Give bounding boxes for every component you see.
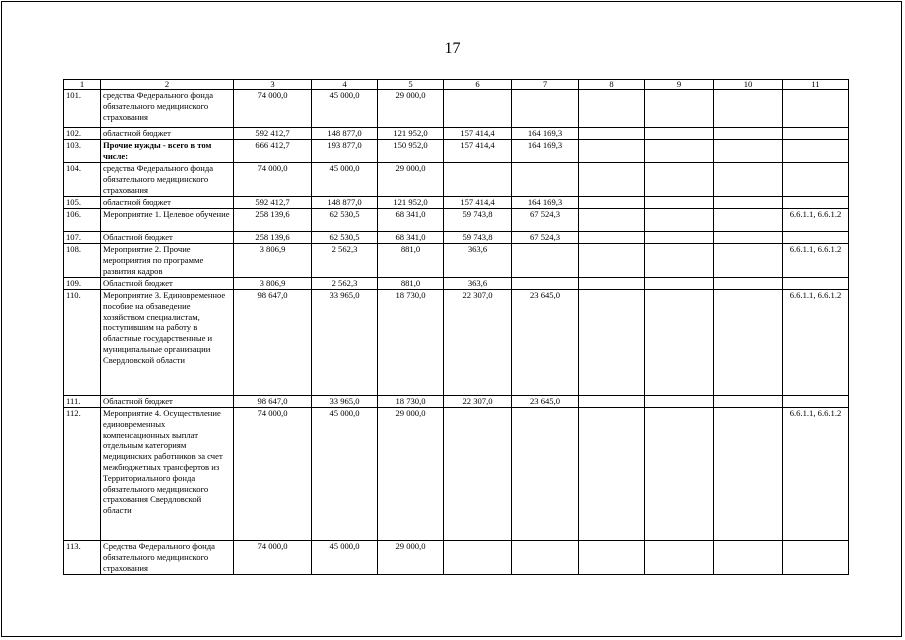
amount-cell (579, 541, 645, 575)
table-row (64, 90, 849, 128)
row-number-cell: 106. (64, 209, 101, 232)
amount-cell: 3 806,9 (234, 244, 312, 278)
row-number-cell: 105. (64, 197, 101, 209)
amount-cell (512, 163, 579, 197)
row-name-cell: средства Федерального фонда обязательного медицинского страхования (101, 90, 234, 128)
amount-cell: 59 743,8 (444, 209, 512, 232)
amount-cell: 18 730,0 (378, 290, 444, 396)
amount-cell (444, 541, 512, 575)
amount-cell (579, 408, 645, 541)
amount-cell: 74 000,0 (234, 90, 312, 128)
amount-cell (714, 163, 783, 197)
amount-cell: 148 877,0 (312, 197, 378, 209)
amount-cell (579, 197, 645, 209)
amount-cell (714, 278, 783, 290)
amount-cell: 98 647,0 (234, 290, 312, 396)
amount-cell: 62 530,5 (312, 209, 378, 232)
row-number-cell: 109. (64, 278, 101, 290)
amount-cell (579, 290, 645, 396)
amount-cell: 45 000,0 (312, 163, 378, 197)
amount-cell (645, 278, 714, 290)
amount-cell: 150 952,0 (378, 140, 444, 163)
table-row (64, 408, 849, 541)
row-name-cell: Мероприятие 2. Прочие мероприятия по программе развития кадров (101, 244, 234, 278)
amount-cell (714, 408, 783, 541)
row-number-cell: 107. (64, 232, 101, 244)
column-header: 7 (512, 80, 579, 90)
row-number-cell: 101. (64, 90, 101, 128)
amount-cell: 157 414,4 (444, 197, 512, 209)
amount-cell (714, 90, 783, 128)
amount-cell: 592 412,7 (234, 128, 312, 140)
amount-cell (714, 541, 783, 575)
row-name-cell: Областной бюджет (101, 232, 234, 244)
target-reference-cell: 6.6.1.1, 6.6.1.2 (783, 209, 849, 232)
amount-cell (645, 197, 714, 209)
amount-cell: 74 000,0 (234, 163, 312, 197)
amount-cell: 68 341,0 (378, 209, 444, 232)
row-name-cell: Областной бюджет (101, 396, 234, 408)
table-header-row (64, 80, 849, 90)
amount-cell: 363,6 (444, 244, 512, 278)
amount-cell: 164 169,3 (512, 197, 579, 209)
row-name-cell: Областной бюджет (101, 278, 234, 290)
column-header: 9 (645, 80, 714, 90)
target-reference-cell: 6.6.1.1, 6.6.1.2 (783, 244, 849, 278)
target-reference-cell: 6.6.1.1, 6.6.1.2 (783, 290, 849, 396)
table-row (64, 290, 849, 396)
amount-cell: 592 412,7 (234, 197, 312, 209)
table-row (64, 140, 849, 163)
amount-cell (579, 209, 645, 232)
amount-cell: 33 965,0 (312, 396, 378, 408)
budget-table (63, 79, 849, 575)
amount-cell: 74 000,0 (234, 408, 312, 541)
amount-cell: 2 562,3 (312, 278, 378, 290)
amount-cell (645, 232, 714, 244)
target-reference-cell (783, 541, 849, 575)
amount-cell: 98 647,0 (234, 396, 312, 408)
row-number-cell: 103. (64, 140, 101, 163)
amount-cell (645, 244, 714, 278)
column-header: 1 (64, 80, 101, 90)
column-header: 5 (378, 80, 444, 90)
amount-cell (579, 278, 645, 290)
table-row (64, 396, 849, 408)
amount-cell (579, 128, 645, 140)
amount-cell (444, 408, 512, 541)
amount-cell (714, 128, 783, 140)
column-header: 6 (444, 80, 512, 90)
row-name-cell: Мероприятие 4. Осуществление единовременных компенсационных выплат отдельным категориям медицинских работников за счет межбюджетных трансфертов из Территориального фонда обязательного медицинского страхования Свердловской области (101, 408, 234, 541)
amount-cell: 62 530,5 (312, 232, 378, 244)
amount-cell: 193 877,0 (312, 140, 378, 163)
target-reference-cell (783, 197, 849, 209)
amount-cell (645, 90, 714, 128)
page-number: 17 (444, 40, 461, 57)
row-name-cell: Средства Федерального фонда обязательного медицинского страхования (101, 541, 234, 575)
amount-cell (444, 90, 512, 128)
amount-cell: 881,0 (378, 278, 444, 290)
amount-cell: 666 412,7 (234, 140, 312, 163)
amount-cell (444, 163, 512, 197)
amount-cell: 121 952,0 (378, 128, 444, 140)
row-name-cell: областной бюджет (101, 128, 234, 140)
amount-cell: 67 524,3 (512, 209, 579, 232)
amount-cell: 3 806,9 (234, 278, 312, 290)
column-header: 3 (234, 80, 312, 90)
table-row (64, 128, 849, 140)
table-row (64, 278, 849, 290)
table-row (64, 163, 849, 197)
row-number-cell: 104. (64, 163, 101, 197)
amount-cell (579, 232, 645, 244)
amount-cell (714, 232, 783, 244)
amount-cell: 2 562,3 (312, 244, 378, 278)
column-header: 11 (783, 80, 849, 90)
target-reference-cell (783, 163, 849, 197)
amount-cell: 59 743,8 (444, 232, 512, 244)
amount-cell (714, 140, 783, 163)
amount-cell: 68 341,0 (378, 232, 444, 244)
amount-cell: 258 139,6 (234, 209, 312, 232)
amount-cell (579, 396, 645, 408)
row-number-cell: 111. (64, 396, 101, 408)
amount-cell: 22 307,0 (444, 396, 512, 408)
target-reference-cell (783, 140, 849, 163)
table-row (64, 541, 849, 575)
amount-cell (512, 541, 579, 575)
amount-cell: 363,6 (444, 278, 512, 290)
table-row (64, 197, 849, 209)
table-row (64, 209, 849, 232)
amount-cell (579, 244, 645, 278)
row-number-cell: 112. (64, 408, 101, 541)
amount-cell: 45 000,0 (312, 541, 378, 575)
target-reference-cell (783, 90, 849, 128)
row-number-cell: 102. (64, 128, 101, 140)
amount-cell (512, 278, 579, 290)
row-number-cell: 108. (64, 244, 101, 278)
amount-cell (714, 244, 783, 278)
target-reference-cell: 6.6.1.1, 6.6.1.2 (783, 408, 849, 541)
amount-cell (645, 140, 714, 163)
amount-cell: 18 730,0 (378, 396, 444, 408)
amount-cell (645, 163, 714, 197)
amount-cell (645, 408, 714, 541)
row-name-cell: средства Федерального фонда обязательного медицинского страхования (101, 163, 234, 197)
column-header: 4 (312, 80, 378, 90)
amount-cell (645, 128, 714, 140)
column-header: 2 (101, 80, 234, 90)
amount-cell: 22 307,0 (444, 290, 512, 396)
row-number-cell: 110. (64, 290, 101, 396)
table-row (64, 232, 849, 244)
amount-cell (714, 290, 783, 396)
column-header: 10 (714, 80, 783, 90)
amount-cell: 881,0 (378, 244, 444, 278)
amount-cell: 157 414,4 (444, 128, 512, 140)
amount-cell (645, 209, 714, 232)
amount-cell (645, 396, 714, 408)
amount-cell: 23 645,0 (512, 396, 579, 408)
amount-cell: 258 139,6 (234, 232, 312, 244)
amount-cell (645, 290, 714, 396)
amount-cell: 29 000,0 (378, 408, 444, 541)
row-name-cell: Мероприятие 1. Целевое обучение (101, 209, 234, 232)
column-header: 8 (579, 80, 645, 90)
amount-cell (579, 140, 645, 163)
amount-cell (512, 408, 579, 541)
row-name-cell: Прочие нужды - всего в том числе: (101, 140, 234, 163)
amount-cell: 33 965,0 (312, 290, 378, 396)
amount-cell (512, 90, 579, 128)
row-number-cell: 113. (64, 541, 101, 575)
amount-cell (714, 209, 783, 232)
amount-cell (645, 541, 714, 575)
amount-cell: 67 524,3 (512, 232, 579, 244)
amount-cell (579, 163, 645, 197)
amount-cell (714, 396, 783, 408)
amount-cell: 164 169,3 (512, 140, 579, 163)
target-reference-cell (783, 396, 849, 408)
amount-cell: 157 414,4 (444, 140, 512, 163)
amount-cell: 29 000,0 (378, 163, 444, 197)
amount-cell (714, 197, 783, 209)
amount-cell: 121 952,0 (378, 197, 444, 209)
amount-cell (579, 90, 645, 128)
amount-cell: 45 000,0 (312, 408, 378, 541)
row-name-cell: областной бюджет (101, 197, 234, 209)
amount-cell: 164 169,3 (512, 128, 579, 140)
amount-cell (512, 244, 579, 278)
amount-cell: 23 645,0 (512, 290, 579, 396)
target-reference-cell (783, 232, 849, 244)
table-row (64, 244, 849, 278)
row-name-cell: Мероприятие 3. Единовременное пособие на обзаведение хозяйством специалистам, поступившим на работу в областные государственные и муниципальные организации Свердловской области (101, 290, 234, 396)
amount-cell: 29 000,0 (378, 541, 444, 575)
amount-cell: 148 877,0 (312, 128, 378, 140)
target-reference-cell (783, 128, 849, 140)
amount-cell: 29 000,0 (378, 90, 444, 128)
target-reference-cell (783, 278, 849, 290)
table-body (64, 80, 849, 575)
amount-cell: 74 000,0 (234, 541, 312, 575)
amount-cell: 45 000,0 (312, 90, 378, 128)
